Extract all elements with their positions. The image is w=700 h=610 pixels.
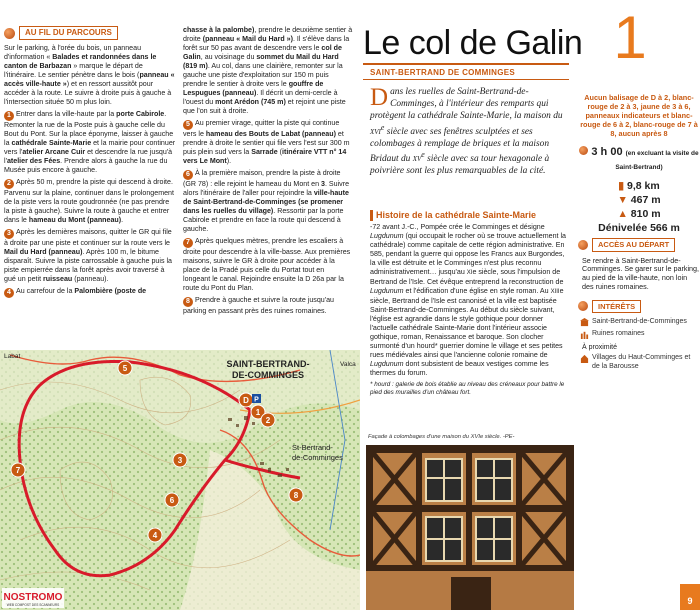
step-number-icon: 3 [4,229,14,239]
history-em: Lugdunum [370,359,404,368]
duration-note: (en excluant la visite de Saint-Bertrand) [615,150,699,171]
step-text: , au voisinage du [200,53,257,61]
topographic-map [0,350,360,610]
denivele: Dénivelée 566 m [598,221,680,234]
intro-text: siècle avec sa tour hexagonale à poivrière sont les plus remarquables de la cité. [370,154,550,177]
intro-text: Sur le parking, à l'orée du bois, un panneau d'information « [4,44,142,62]
history-century: XIII [550,289,560,296]
step-text: À la première maison, prendre la piste à droite (GR 78) : elle rejoint le hameau du Mont en [183,169,341,188]
route-step [183,296,353,316]
svg-text:5: 5 [122,364,128,373]
step-text: ( [277,148,282,156]
step-highlight: itinéraire VTT n° 14 vers Le Mont [183,148,347,165]
access-text: Se rendre à Saint-Bertrand-de-Comminges. Se garer sur le parking, au pied de la ville-haute, non loin des ruines romaines. [582,255,700,291]
step-text: . Remonter la rue de la Poste puis à gauche celle du Bout du Pont. Sur la place éponyme, laisser à gauche la [4,110,174,148]
step-highlight: Sarrade [251,148,278,156]
orange-bullet-icon [4,28,15,39]
step-text: . Ressortir par la porte Cabirole et prendre en face la route qui descend à gauche. [183,207,344,233]
route-step [4,178,176,225]
access-title: ACCÈS AU DÉPART [592,238,675,251]
history-text [370,223,568,377]
step-highlight: sommet du Mail du Hard (819 m) [183,53,339,70]
step-highlight: cathédrale Sainte-Marie [11,139,92,148]
step-number-icon: 5 [183,120,193,130]
step-text: Au carrefour de la [16,287,75,296]
step-number-icon: 7 [183,238,193,248]
history-part: dont subsistent de beaux vestiges comme les thermes du forum. [370,359,549,377]
step-text: . Au col, dans une clairière, remonter sur la gauche une piste d'exploitation sur 150 m puis prendre le sentier à droite vers le [183,62,343,88]
proximity-item [578,354,700,371]
history-title: Histoire de la cathédrale Sainte-Marie [370,210,568,221]
route-step [4,287,176,298]
step-text: Entrer dans la ville-haute par la [16,110,117,119]
intro-text: » marque le départ de l'itinéraire. Le sentier pénètre dans le bois ( [4,62,143,80]
step-text: Prendre à gauche et suivre la route jusqu'au parking en passant près des ruines romaines. [183,296,334,315]
svg-text:P: P [254,396,259,404]
step-highlight: col de Galin [183,44,342,61]
svg-text:WEB COMPOST DES SCANNEURS: WEB COMPOST DES SCANNEURS [6,603,60,607]
step-highlight: (panneau « Mail du Hard ») [202,35,293,43]
intro-text: ) et en ressort aussitôt pour accéder à la route. Le suivre à droite puis à gauche à l'intersection située 50 m plus loin. [4,80,172,107]
step-highlight: hameau des Bouts de Labat (panneau) [205,130,336,138]
route-description-column-1 [4,26,176,301]
facade-illustration [366,445,574,610]
route-step [4,228,176,284]
elevation-loss-value: 810 m [630,207,661,220]
svg-text:7: 7 [15,466,21,475]
route-description-column-2 [183,26,353,319]
route-step [183,237,353,293]
route-step [183,169,353,234]
orange-bullet-icon [578,240,588,250]
page-number: 9 [680,584,700,610]
intro-sup: e [421,150,425,160]
step-text: . Après 100 m, le bitume disparaît. Suivre la piste carrossable à gauche puis la piste empierrée dans la forêt après avoir traversé à gué un petit [4,248,172,284]
clock-icon [579,146,588,155]
route-intro [4,44,176,107]
duration [578,146,700,173]
step-text: . Il s'élève dans la forêt sur 50 pas avant de descendre vers le [183,35,350,52]
access-header [578,238,700,251]
distance [578,180,700,193]
step-text: Après 50 m, prendre la piste qui descend à droite. Parvenu sur la plaine, continuer dans le prolongement de la piste vers la route goudronnée (ne pas prendre la piste à gauche). Suivre la route à gauche et entrer dans le [4,178,174,225]
interest-item [578,330,700,339]
arrow-up-icon: ▼ [617,194,631,207]
step-highlight: ville-haute de Saint-Bertrand-de-Comminges (se promener dans les ruelles du village) [183,189,349,215]
interest-item [578,318,700,327]
step-text: . Prendre alors à gauche la rue du Musée puis encore à gauche. [4,157,168,175]
elevation-loss [578,208,700,221]
step-text: (panneau). [72,275,109,284]
step-highlight: porte Cabirole [116,110,165,119]
photo-caption: Façade à colombages d'une maison du XVIe siècle. -PE- [368,434,515,440]
step-highlight: 3 [321,180,325,188]
route-stats [578,146,700,234]
history-part: e siècle, Bertrand de l'Isle est canonisé et la ville est baptisée Saint-Bertrand-de-Comminges. Au début du siècle suivant, l'église est agrandie dans le style gothique pour donner l'actuelle cathédrale Sainte-Marie dont l'intérieur associe gothique, roman, Renaissance et baroque. Son clocher surmonté d'un hourd* guerrier domine le village et ses petites rues médiévales ainsi que l'ancienne colonie romaine de [370,287,564,359]
intro-century: XVI [370,127,381,136]
svg-text:2: 2 [265,416,271,425]
elevation-gain-value: 467 m [630,194,661,207]
subtitle-rule [363,79,569,80]
step-highlight: Palombière (poste de [74,287,147,296]
interest-label: Ruines romaines [592,329,645,337]
route-step [183,119,353,166]
history-part: e siècle, sous l'impulsion de Bertrand de l'Isle. Cet évêque entreprend la reconstruction de [370,268,564,287]
intro-text: siècle avec ses fenêtres sculptées et ses colombages à remplage de briques et la maison Bridaut du [370,126,550,165]
half-timbered-house-photo [366,445,574,610]
step-highlight: hameau du Mont (panneau) [28,216,122,225]
map-place-label: de-Comminges [292,453,343,462]
history-part: et l'édification d'une église en style roman. Au [403,287,551,296]
map-place-valca: Valca [340,361,356,368]
arrow-down-icon: ▲ [617,207,631,220]
route-steps-list [4,110,176,298]
route-map [0,350,360,610]
intro-text: ans les ruelles de Saint-Bertrand-de-Comminges, à l'intérieur des remparts qui protègent la cathédrale Sainte-Marie, la maison du [370,87,563,121]
step-text: et rejoint une piste que l'on suit à droite. [183,98,346,115]
route-step [183,26,353,116]
step-text: . Il décrit un demi-cercle à l'ouest du [183,89,338,106]
map-town-label-line2: DE-COMMINGES [232,370,304,380]
nostromo-logo [2,588,64,608]
intro-panel-label: panneau « accès ville-haute » [4,71,175,89]
svg-text:1: 1 [255,408,261,417]
route-step [4,110,176,175]
step-text: et descendre la rue jusqu'à l' [4,148,173,166]
history-century: XI [466,270,473,277]
proximity-label: À proximité [582,343,618,351]
step-text: Au premier virage, quitter la piste qui continue vers le [183,119,340,138]
intro-sup: e [380,122,385,132]
history-em: Lugdunum [370,287,404,296]
history-part: -72 avant J.-C., Pompée crée le Comminges et désigne [370,223,545,232]
step-highlight: ruisseau [43,275,73,284]
route-number: 1 [613,4,647,71]
duration-value: 3 h 00 [591,146,623,159]
intro-paragraph [370,84,568,178]
step-highlight: gouffre de Lespugues (panneau) [183,80,324,97]
step-text: ). [226,157,232,165]
distance-value: 9,8 km [627,180,660,193]
step-text: et la mairie pour continuer vers l' [4,139,176,157]
proximity-text: Villages du Haut-Comminges et de la Barousse [592,354,691,370]
section-header-parcours [4,26,176,40]
drop-cap: D [370,84,389,111]
village-icon [580,354,589,363]
history-em: Lugdunum [370,232,404,241]
step-number-icon: 4 [4,288,14,298]
page-title: Le col de Galin [363,24,583,62]
step-highlight: mont Arédon (745 m) [215,98,286,106]
map-place-labat: Labat [4,353,21,360]
history-box [370,210,568,397]
step-text: . Suivre alors l'itinéraire de l'aller pour rejoindre la [183,180,350,197]
step-number-icon: 8 [183,297,193,307]
intro-century: XV [412,155,422,164]
waymarking-info: Aucun balisage de D à 2, blanc-rouge de 2 à 3, jaune de 3 à 6, panneaux indicateurs et blanc-rouge de 6 à 2, blanc-rouge de 7 à 8, aucun après 8 [580,93,698,138]
route-steps-list [183,26,353,316]
svg-text:3: 3 [177,456,183,465]
step-text: Après quelques mètres, prendre les escaliers à droite pour descendre à la ville-basse. Aux premières maisons, suivre le GR à droite pour accéder à la place de la Pradé puis celle du Portat tout en longeant le canal. Rejoindre ensuite la D 26a par la route du Pont du Plan. [183,237,351,292]
ruins-icon [580,330,589,339]
monument-icon [580,318,589,327]
intro-panel-name: Balades et randonnées dans le canton de Barbazan [4,53,157,71]
step-highlight: chasse à la palombe) [183,26,255,34]
step-number-icon: 1 [4,111,14,121]
step-text: . [121,216,124,225]
orange-bullet-icon [578,301,588,311]
svg-text:D: D [243,396,249,405]
step-number-icon: 2 [4,179,14,189]
route-info-sidebar [578,94,700,374]
step-highlight: atelier des Fées [6,157,61,166]
step-number-icon: 6 [183,170,193,180]
elevation-gain [578,194,700,207]
interest-label: Saint-Bertrand-de-Comminges [592,317,687,325]
svg-text:NOSTROMO: NOSTROMO [3,592,63,603]
history-part: (qui occupait le rocher où se trouve actuellement la cathédrale) comme capitale de cette région administrative. En 585, pendant la guerre qui oppose les Francs aux Burgondes, la ville est détruite et le Comminges n'est plus reconnu administrativement… jusqu'au [370,232,566,277]
map-town-label-line1: SAINT-BERTRAND- [226,359,310,369]
step-highlight: Mail du Hard (panneau) [4,248,83,257]
step-text: Après les dernières maisons, quitter le GR qui file à droite par une piste et continuer sur la route vers le [4,228,172,248]
step-text: et prendre à droite le sentier qui file vers l'est sur 300 m puis plein sud vers la [183,130,350,156]
svg-text:8: 8 [293,491,299,500]
title-rule [363,63,569,65]
svg-text:4: 4 [152,531,158,540]
step-text: , prendre le deuxième sentier à droite [183,26,353,43]
interests-title: INTÉRÊTS [592,300,641,313]
history-footnote: * hourd : galerie de bois établie au niveau des créneaux pour battre le pied des murailles d'un château fort. [370,380,565,396]
page-subtitle: SAINT-BERTRAND DE COMMINGES [370,68,515,77]
interests-header [578,300,700,313]
step-highlight: atelier Arcane Cuir [22,148,86,157]
section-title: AU FIL DU PARCOURS [19,26,118,40]
svg-text:6: 6 [169,496,175,505]
distance-icon: ▮ [618,180,627,193]
map-place-label: St-Bertrand- [292,443,333,452]
